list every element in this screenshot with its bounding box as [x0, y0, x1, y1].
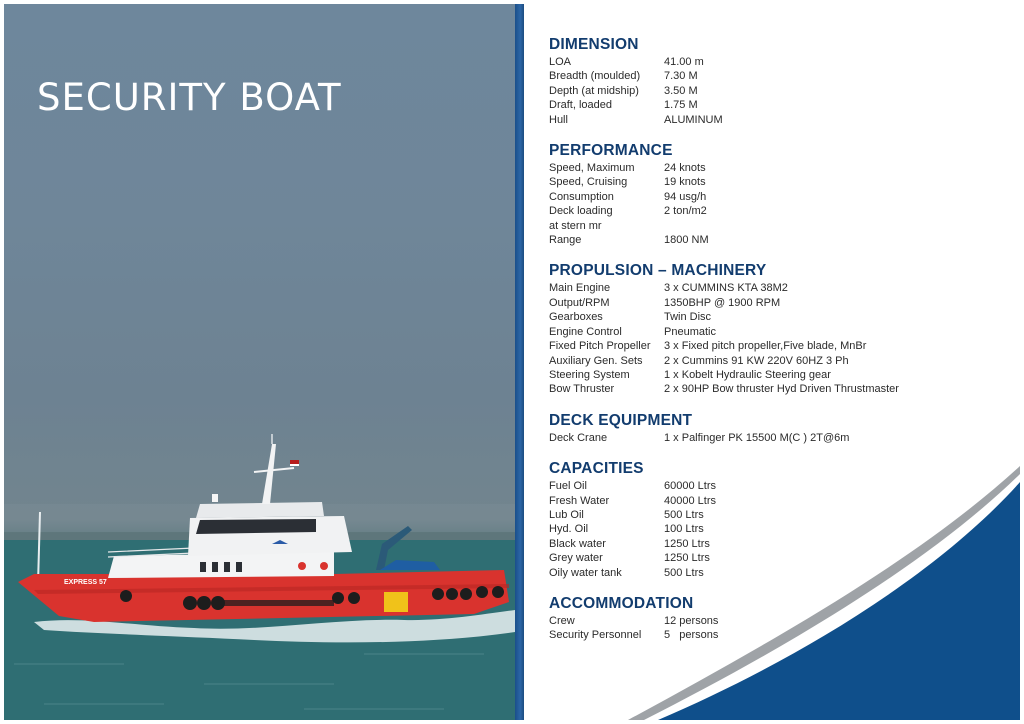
- spec-label: Fixed Pitch Propeller: [549, 340, 651, 353]
- spec-label: Speed, Maximum: [549, 162, 635, 175]
- spec-row: [549, 551, 1009, 565]
- spec-label: Range: [549, 234, 582, 247]
- spec-label: Auxiliary Gen. Sets: [549, 354, 643, 367]
- spec-panel: [528, 4, 1020, 720]
- section-heading: DIMENSION: [549, 36, 639, 53]
- spec-row: [549, 628, 1009, 642]
- spec-value: 60000 Ltrs: [664, 480, 716, 493]
- spec-row: [549, 494, 1009, 508]
- spec-label: Main Engine: [549, 282, 611, 295]
- spec-label: Oily water tank: [549, 566, 622, 579]
- spec-label: Fresh Water: [549, 494, 610, 507]
- spec-row: [549, 175, 1009, 189]
- spec-row: [549, 368, 1009, 382]
- spec-value: 1350BHP @ 1900 RPM: [664, 296, 781, 309]
- spec-row: [549, 281, 1009, 295]
- spec-label: at stern mr: [549, 219, 602, 232]
- spec-row: [549, 479, 1009, 493]
- spec-label: Breadth (moulded): [549, 70, 641, 83]
- spec-row: [549, 508, 1009, 522]
- spec-label: LOA: [549, 56, 572, 68]
- spec-row: [549, 537, 1009, 551]
- spec-value: 1 x Palfinger PK 15500 M(C ) 2T@6m: [664, 431, 850, 444]
- spec-row: [549, 522, 1009, 536]
- spec-value: 19 knots: [664, 176, 706, 189]
- spec-label: Bow Thruster: [549, 383, 615, 396]
- section-heading: CAPACITIES: [549, 460, 644, 478]
- spec-value: 1250 Ltrs: [664, 537, 710, 550]
- spec-row: [549, 310, 1009, 324]
- spec-row: [549, 98, 1009, 112]
- spec-label: Crew: [549, 614, 575, 627]
- divider-band: [515, 4, 524, 720]
- spec-value: 12 persons: [664, 614, 719, 627]
- spec-value: 3.50 M: [664, 84, 698, 97]
- spec-value: 94 usg/h: [664, 190, 707, 203]
- spec-value: 7.30 M: [664, 70, 698, 83]
- spec-label: Steering System: [549, 368, 630, 381]
- spec-label: Consumption: [549, 190, 614, 203]
- spec-row: [549, 339, 1009, 353]
- spec-row: [549, 354, 1009, 368]
- spec-value: 1.75 M: [664, 99, 698, 112]
- spec-value: 2 x 90HP Bow thruster Hyd Driven Thrustmaster: [664, 383, 899, 396]
- spec-row: [549, 325, 1009, 339]
- spec-label: Fuel Oil: [549, 480, 587, 493]
- spec-label: Draft, loaded: [549, 99, 612, 112]
- page-title: SECURITY BOAT: [37, 76, 342, 119]
- spec-value: Twin Disc: [664, 311, 712, 324]
- spec-value: 40000 Ltrs: [664, 494, 716, 507]
- spec-row: [549, 84, 1009, 98]
- spec-label: Depth (at midship): [549, 84, 639, 97]
- spec-label: Deck Crane: [549, 431, 608, 444]
- spec-row: [549, 233, 1009, 247]
- spec-value: Pneumatic: [664, 325, 716, 338]
- spec-row: [549, 113, 1009, 127]
- spec-value: 500 Ltrs: [664, 566, 704, 579]
- spec-value: 41.00 m: [664, 56, 704, 68]
- spec-label: Speed, Cruising: [549, 176, 628, 189]
- spec-value: 5 persons: [664, 629, 719, 642]
- spec-label: Security Personnel: [549, 629, 642, 642]
- spec-row: [549, 296, 1009, 310]
- section-dimension: [549, 36, 1009, 127]
- spec-label: Gearboxes: [549, 311, 603, 324]
- spec-row: [549, 614, 1009, 628]
- section-performance: [549, 142, 1009, 247]
- spec-value: 100 Ltrs: [664, 523, 704, 536]
- spec-label: Grey water: [549, 552, 603, 565]
- spec-row: [549, 161, 1009, 175]
- spec-value: ALUMINUM: [664, 113, 723, 126]
- boat-name-marking: EXPRESS 57: [64, 579, 107, 586]
- section-heading: PERFORMANCE: [549, 142, 673, 160]
- section-heading: PROPULSION – MACHINERY: [549, 262, 767, 280]
- spec-row: [549, 55, 1009, 69]
- spec-value: 2 ton/m2: [664, 205, 707, 218]
- spec-row: [549, 69, 1009, 83]
- spec-row: [549, 382, 1009, 396]
- section-deck-equipment: [549, 412, 1009, 445]
- spec-value: [664, 219, 1009, 233]
- spec-label: Engine Control: [549, 325, 622, 338]
- spec-label: Black water: [549, 537, 606, 550]
- spec-value: 1 x Kobelt Hydraulic Steering gear: [664, 368, 831, 381]
- spec-value: 2 x Cummins 91 KW 220V 60HZ 3 Ph: [664, 354, 849, 367]
- spec-row: [549, 219, 1009, 233]
- spec-value: 3 x CUMMINS KTA 38M2: [664, 282, 788, 295]
- spec-value: 500 Ltrs: [664, 508, 704, 521]
- spec-value: 1250 Ltrs: [664, 552, 710, 565]
- spec-list: [549, 36, 1009, 658]
- spec-row: [549, 190, 1009, 204]
- spec-label: Output/RPM: [549, 296, 610, 309]
- spec-label: Deck loading: [549, 205, 613, 218]
- section-capacities: [549, 460, 1009, 580]
- spec-value: 3 x Fixed pitch propeller,Five blade, MnBr: [664, 340, 867, 353]
- section-propulsion: [549, 262, 1009, 396]
- spec-row: [549, 566, 1009, 580]
- spec-label: Lub Oil: [549, 508, 584, 521]
- spec-label: Hull: [549, 113, 568, 126]
- spec-label: Hyd. Oil: [549, 523, 589, 536]
- section-heading: DECK EQUIPMENT: [549, 411, 693, 429]
- spec-row: [549, 204, 1009, 218]
- spec-value: 24 knots: [664, 162, 706, 175]
- boat-photo: [4, 4, 515, 720]
- spec-value: 1800 NM: [664, 234, 709, 247]
- section-accommodation: [549, 595, 1009, 643]
- spec-row: [549, 431, 1009, 445]
- section-heading: ACCOMMODATION: [549, 594, 694, 612]
